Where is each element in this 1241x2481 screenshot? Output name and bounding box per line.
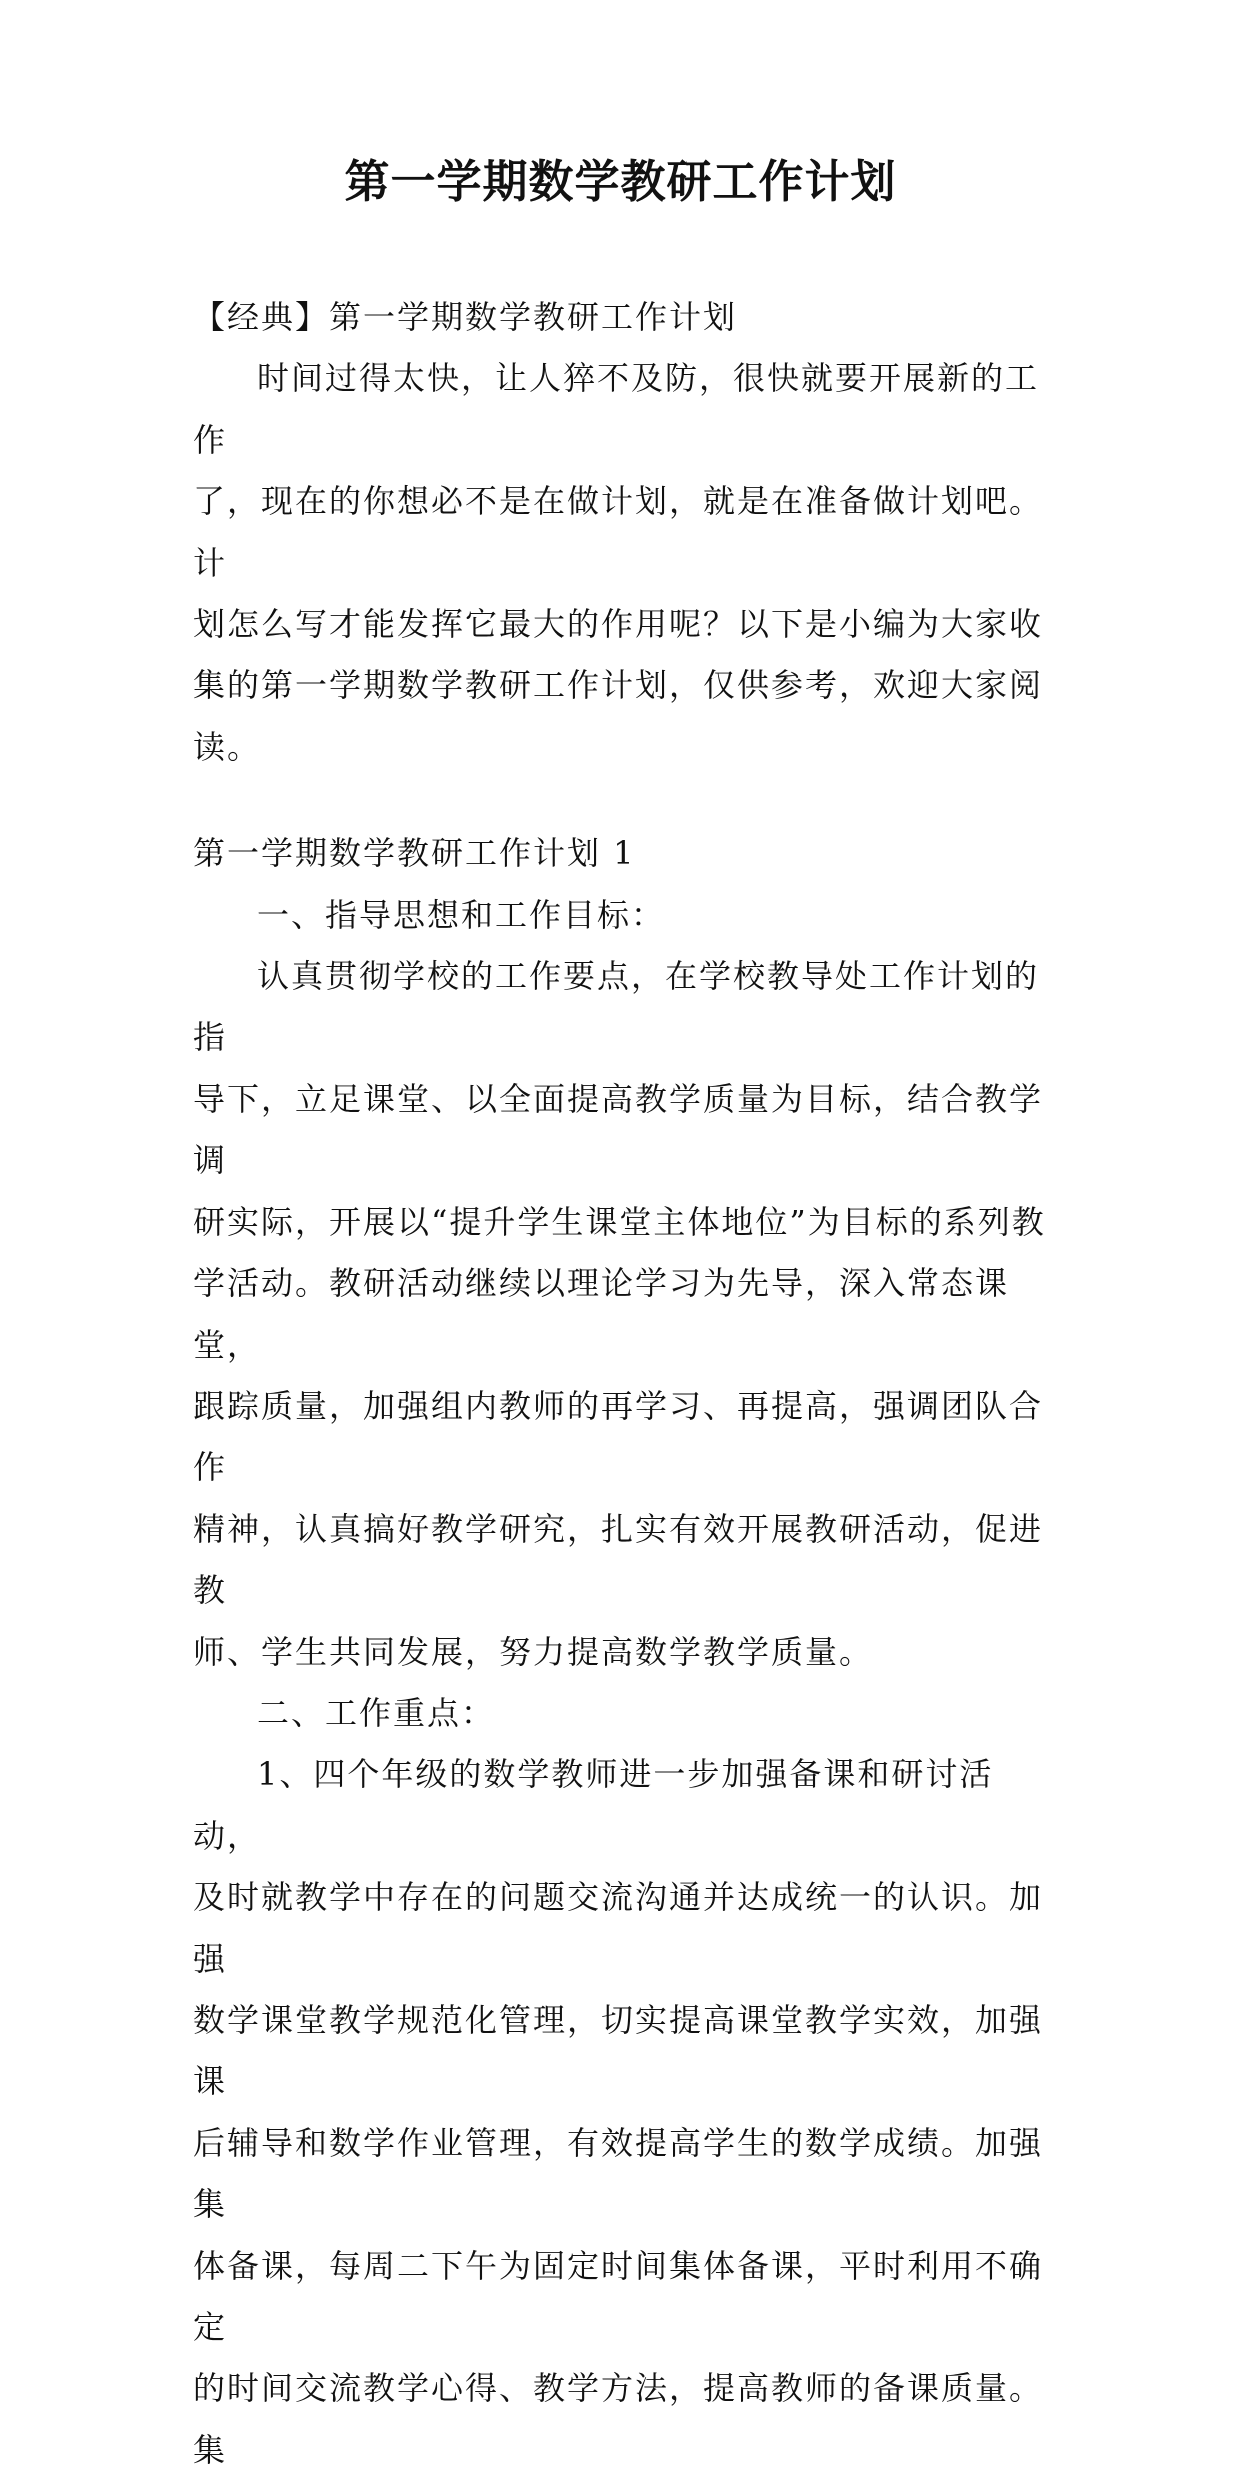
heading-guiding-ideology: 一、指导思想和工作目标： [257, 895, 666, 934]
heading-work-focus: 二、工作重点： [257, 1693, 496, 1732]
section-title: 第一学期数学教研工作计划 1 [193, 834, 636, 873]
document-subtitle: 【经典】第一学期数学教研工作计划 [193, 298, 738, 336]
guiding-ideology-paragraph: 认真贯彻学校的工作要点，在学校教导处工作计划的指 导下，立足课堂、以全面提高教学质量为目标，结合教学调 研实际，开展以“提升学生课堂主体地位”为目标的系列教 学活动。教研活动继续以理论学习为先导，深入常态课堂， 跟踪质量，加强组内教师的再学习、再提高，强调团队合作 精神，认真搞好教学研究，扎实有效开展教研活动，促进教 师、学生共同发展，努力提高数学教学质量。 [193, 957, 1046, 1671]
work-focus-paragraph: 1、四个年级的数学教师进一步加强备课和研讨活动， 及时就教学中存在的问题交流沟通并达成统一的认识。加强 数学课堂教学规范化管理，切实提高课堂教学实效，加强课 后辅导和数学作业管理，有效提高学生的数学成绩。加强集 体备课，每周二下午为固定时间集体备课，平时利用不确定 的时间交流教学心得、教学方法，提高教师的备课质量。集 [193, 1755, 1044, 2469]
document-title: 第一学期数学教研工作计划 [344, 155, 897, 208]
intro-paragraph: 时间过得太快，让人猝不及防，很快就要开展新的工作 了，现在的你想必不是在做计划，就是在准备做计划吧。计 划怎么写才能发挥它最大的作用呢？以下是小编为大家收 集的第一学期数学教研工作计划，仅供参考，欢迎大家阅读。 [193, 359, 1044, 766]
document-body [193, 287, 1053, 2481]
